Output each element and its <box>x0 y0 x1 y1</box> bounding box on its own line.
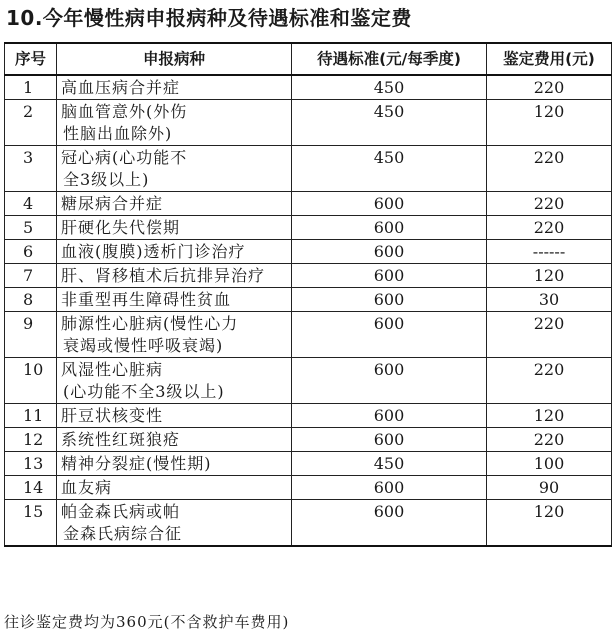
row-number: 13 <box>5 452 57 476</box>
treatment-standard: 450 <box>292 452 487 476</box>
table-row <box>5 240 612 264</box>
appraisal-fee: 220 <box>487 358 612 404</box>
appraisal-fee: 30 <box>487 288 612 312</box>
table-row <box>5 100 612 146</box>
treatment-standard: 600 <box>292 240 487 264</box>
treatment-standard: 600 <box>292 428 487 452</box>
treatment-standard: 600 <box>292 192 487 216</box>
row-number: 14 <box>5 476 57 500</box>
row-number: 9 <box>5 312 57 358</box>
treatment-standard: 600 <box>292 288 487 312</box>
header-disease: 申报病种 <box>57 43 292 75</box>
appraisal-fee: 120 <box>487 100 612 146</box>
disease-name <box>57 288 292 312</box>
appraisal-fee: 220 <box>487 312 612 358</box>
row-number: 8 <box>5 288 57 312</box>
disease-name-line: 全3级以上) <box>63 170 150 189</box>
table-row <box>5 428 612 452</box>
header-no: 序号 <box>5 43 57 75</box>
disease-name-line: 非重型再生障碍性贫血 <box>61 290 232 309</box>
row-number: 15 <box>5 500 57 547</box>
treatment-standard: 600 <box>292 500 487 547</box>
table-row <box>5 288 612 312</box>
appraisal-fee: 220 <box>487 428 612 452</box>
appraisal-fee: 100 <box>487 452 612 476</box>
disease-name <box>57 476 292 500</box>
disease-name <box>57 452 292 476</box>
footnote: 往诊鉴定费均为360元(不含救护车费用) <box>4 613 290 631</box>
header-fee: 鉴定费用(元) <box>487 43 612 75</box>
table-row <box>5 500 612 547</box>
appraisal-fee: 220 <box>487 75 612 100</box>
appraisal-fee: 120 <box>487 404 612 428</box>
disease-name <box>57 216 292 240</box>
disease-name <box>57 75 292 100</box>
row-number: 5 <box>5 216 57 240</box>
table-row <box>5 146 612 192</box>
row-number: 12 <box>5 428 57 452</box>
disease-name-line: 糖尿病合并症 <box>61 194 164 213</box>
row-number: 7 <box>5 264 57 288</box>
disease-name-line: 衰竭或慢性呼吸衰竭) <box>63 336 224 355</box>
row-number: 10 <box>5 358 57 404</box>
row-number: 11 <box>5 404 57 428</box>
treatment-standard: 600 <box>292 404 487 428</box>
disease-name-line: 高血压病合并症 <box>61 78 181 97</box>
treatment-standard: 600 <box>292 358 487 404</box>
table-row <box>5 358 612 404</box>
disease-name-line: 肺源性心脏病(慢性心力 <box>61 314 239 333</box>
appraisal-fee: ------ <box>487 240 612 264</box>
appraisal-fee: 220 <box>487 216 612 240</box>
disease-name-line: 肝硬化失代偿期 <box>61 218 181 237</box>
disease-name <box>57 192 292 216</box>
header-standard: 待遇标准(元/每季度) <box>292 43 487 75</box>
disease-name-line: 血友病 <box>61 478 113 497</box>
table-row <box>5 312 612 358</box>
disease-table <box>4 42 612 547</box>
disease-name-line: 金森氏病综合征 <box>63 524 183 543</box>
disease-name-line: 性脑出血除外) <box>63 124 173 143</box>
treatment-standard: 450 <box>292 146 487 192</box>
disease-name <box>57 404 292 428</box>
table-row <box>5 264 612 288</box>
treatment-standard: 600 <box>292 216 487 240</box>
appraisal-fee: 120 <box>487 500 612 547</box>
disease-name-line: 帕金森氏病或帕 <box>61 502 181 521</box>
treatment-standard: 450 <box>292 75 487 100</box>
row-number: 4 <box>5 192 57 216</box>
table-row <box>5 75 612 100</box>
table-row <box>5 404 612 428</box>
treatment-standard: 600 <box>292 312 487 358</box>
disease-name <box>57 500 292 547</box>
disease-name <box>57 358 292 404</box>
appraisal-fee: 90 <box>487 476 612 500</box>
appraisal-fee: 220 <box>487 192 612 216</box>
disease-name <box>57 312 292 358</box>
disease-name <box>57 264 292 288</box>
disease-name-line: 血液(腹膜)透析门诊治疗 <box>61 242 246 261</box>
disease-name-line: 肝、肾移植术后抗排异治疗 <box>61 266 266 285</box>
table-row <box>5 192 612 216</box>
appraisal-fee: 220 <box>487 146 612 192</box>
disease-name-line: 系统性红斑狼疮 <box>61 430 181 449</box>
table-body <box>5 75 612 546</box>
disease-name-line: 冠心病(心功能不 <box>61 148 188 167</box>
row-number: 6 <box>5 240 57 264</box>
treatment-standard: 600 <box>292 476 487 500</box>
disease-name <box>57 428 292 452</box>
treatment-standard: 450 <box>292 100 487 146</box>
disease-name <box>57 100 292 146</box>
disease-name <box>57 240 292 264</box>
disease-name <box>57 146 292 192</box>
page-title: 10.今年慢性病申报病种及待遇标准和鉴定费 <box>6 6 412 30</box>
table-header-row <box>5 43 612 75</box>
disease-name-line: (心功能不全3级以上) <box>63 382 225 401</box>
table-row <box>5 476 612 500</box>
table-row <box>5 216 612 240</box>
disease-name-line: 肝豆状核变性 <box>61 406 164 425</box>
treatment-standard: 600 <box>292 264 487 288</box>
row-number: 2 <box>5 100 57 146</box>
row-number: 3 <box>5 146 57 192</box>
row-number: 1 <box>5 75 57 100</box>
table-row <box>5 452 612 476</box>
appraisal-fee: 120 <box>487 264 612 288</box>
disease-name-line: 风湿性心脏病 <box>61 360 164 379</box>
disease-name-line: 脑血管意外(外伤 <box>61 102 188 121</box>
disease-name-line: 精神分裂症(慢性期) <box>61 454 212 473</box>
